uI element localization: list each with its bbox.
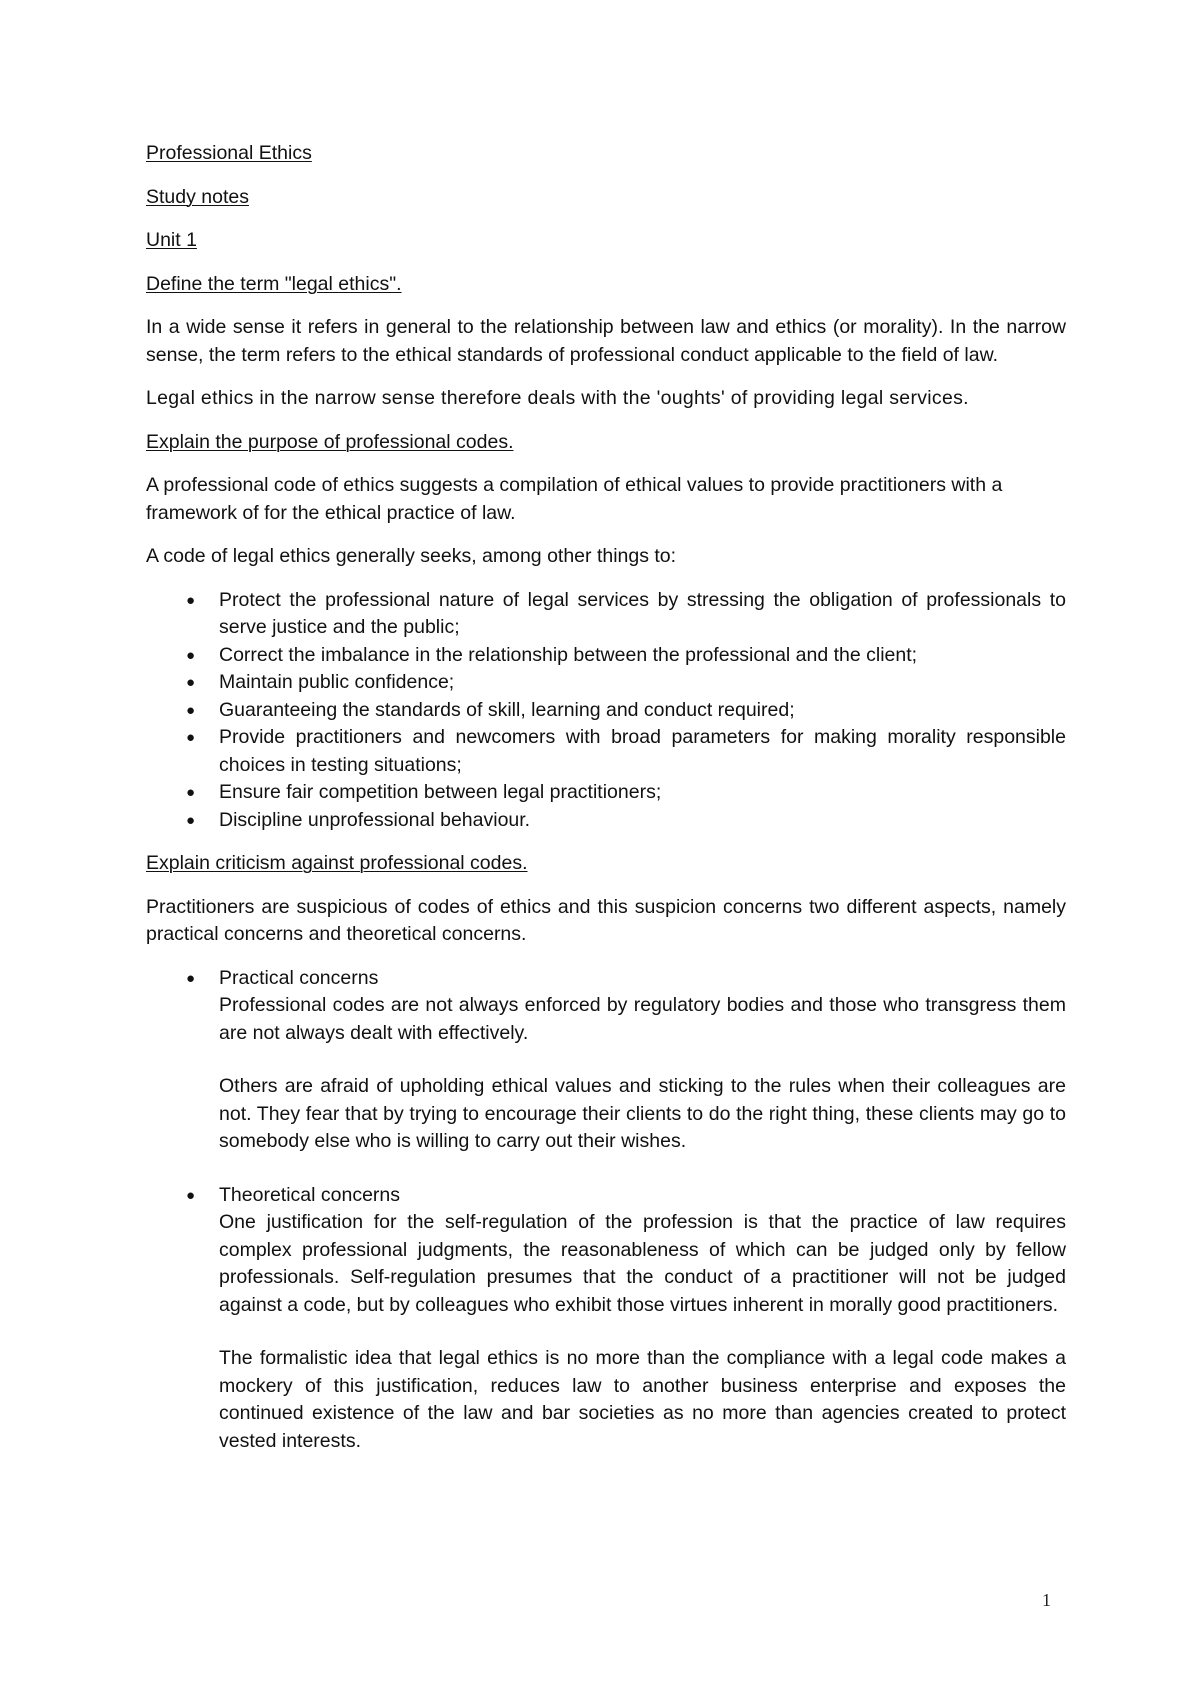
bullet-dot-icon: ● xyxy=(186,646,196,664)
purpose-paragraph: A professional code of ethics suggests a compilation of ethical values to provide practitioners with a framework of for the ethical practice of law. xyxy=(146,474,1003,524)
section-heading-criticism: Explain criticism against professional codes. xyxy=(146,852,528,874)
bullet-dot-icon: ● xyxy=(186,811,196,829)
bullet-dot-icon: ● xyxy=(186,969,196,987)
practical-concerns-title: Practical concerns xyxy=(219,966,379,989)
bullet-dot-icon: ● xyxy=(186,1186,196,1204)
list-item: ● Discipline unprofessional behaviour. xyxy=(146,807,1066,835)
bullet-dot-icon: ● xyxy=(186,729,196,746)
theoretical-concerns-text-1: One justification for the self-regulation of the profession is that the practice of law requires complex professional judgments, the reasonableness of which can be judged only by fellow professionals. Self-regulation presumes that the conduct of a practitioner will not be judged against a code, but by colleagues who exhibit those virtues inherent in morally good practitioners. xyxy=(219,1211,1066,1316)
concerns-list xyxy=(146,965,1066,1456)
bullet-dot-icon: ● xyxy=(186,591,196,609)
list-item: ● Protect the professional nature of legal services by stressing the obligation of professionals to serve justice and the public; xyxy=(186,588,1066,638)
bullet-dot-icon: ● xyxy=(186,674,196,691)
document-title: Professional Ethics xyxy=(146,142,312,164)
unit-label: Unit 1 xyxy=(146,229,197,251)
list-item: ● Maintain public confidence; xyxy=(146,669,1066,697)
section-heading-purpose: Explain the purpose of professional codes. xyxy=(146,430,514,453)
practical-concerns-text-2: Others are afraid of upholding ethical values and sticking to the rules when their colleagues are not. They fear that by trying to encourage their clients to do the right thing, these clients may go to somebody else who is willing to carry out their wishes. xyxy=(219,1075,1066,1152)
document-page xyxy=(146,140,1066,1467)
legal-ethics-narrow-sense: Legal ethics in the narrow sense therefore deals with the 'oughts' of providing legal services. xyxy=(146,387,969,409)
purpose-bullet-list xyxy=(146,587,1066,835)
practical-concerns-item xyxy=(146,965,1066,1156)
theoretical-concerns-item xyxy=(146,1182,1066,1456)
practical-concerns-text-1: Professional codes are not always enforced by regulatory bodies and those who transgress them are not always dealt with effectively. xyxy=(219,994,1066,1044)
list-item: ● Guaranteeing the standards of skill, learning and conduct required; xyxy=(146,697,1066,725)
list-item: ● Correct the imbalance in the relationship between the professional and the client; xyxy=(146,642,1066,670)
purpose-intro: A code of legal ethics generally seeks, among other things to: xyxy=(146,545,677,567)
list-item: ● Ensure fair competition between legal practitioners; xyxy=(146,779,1066,807)
theoretical-concerns-text-2: The formalistic idea that legal ethics is no more than the compliance with a legal code makes a mockery of this justification, reduces law to another business enterprise and exposes the continued existence of the law and bar societies as no more than agencies created to protect vested interests. xyxy=(219,1347,1066,1452)
legal-ethics-definition: In a wide sense it refers in general to the relationship between law and ethics (or morality). In the narrow sense, the term refers to the ethical standards of professional conduct applicable to the field of law. xyxy=(146,316,1066,366)
page-number: 1 xyxy=(1042,1590,1051,1610)
bullet-dot-icon: ● xyxy=(186,701,196,719)
bullet-dot-icon: ● xyxy=(186,784,196,801)
theoretical-concerns-title: Theoretical concerns xyxy=(219,1183,401,1206)
list-item: ● Provide practitioners and newcomers with broad parameters for making morality responsible choices in testing situations; xyxy=(186,726,1066,776)
criticism-paragraph: Practitioners are suspicious of codes of ethics and this suspicion concerns two different aspects, namely practical concerns and theoretical concerns. xyxy=(146,895,1066,945)
document-subtitle: Study notes xyxy=(146,185,249,208)
section-heading-legal-ethics: Define the term "legal ethics". xyxy=(146,272,402,295)
